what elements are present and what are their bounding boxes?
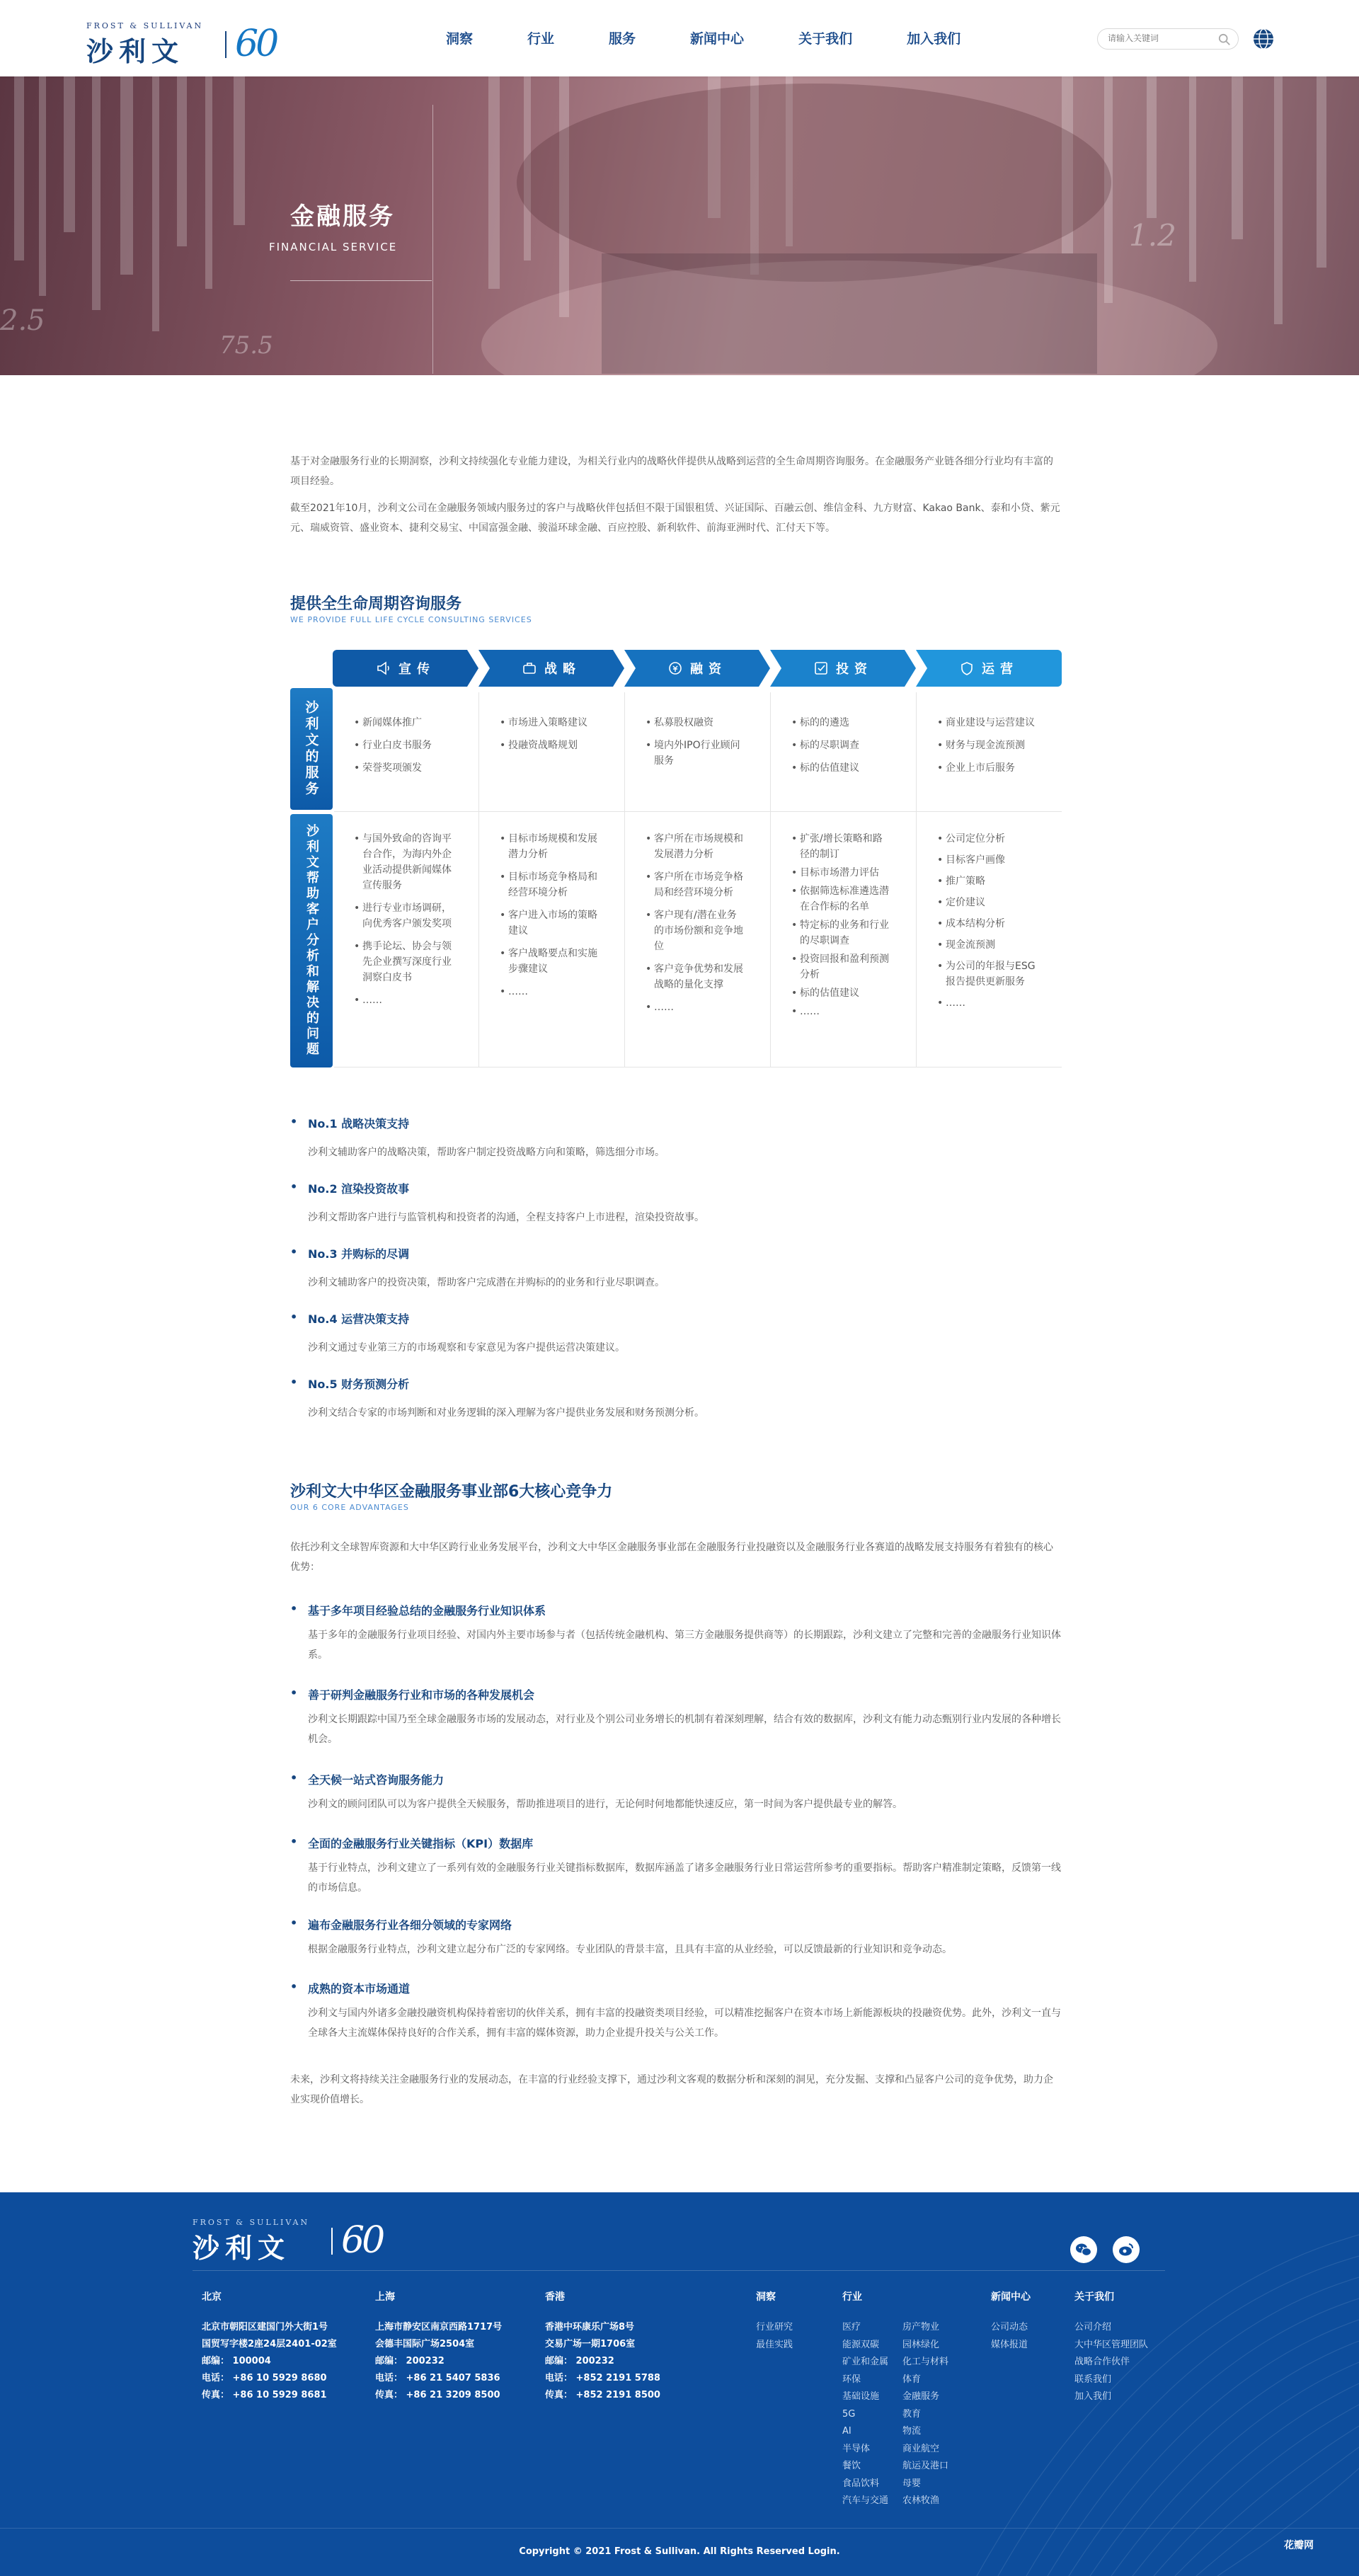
outro-text: 未来，沙利文将持续关注金融服务行业的发展动态，在丰富的行业经验支撑下，通过沙利文客观的数据分析和深刻的洞见，充分发掘、支撑和凸显客户公司的竞争优势，助力企业实现价值增长。 [290,2074,1053,2105]
advantage-desc: 沙利文与国内外诸多金融投融资机构保持着密切的伙伴关系，拥有丰富的投融资类项目经验，可以精准挖掘客户在资本市场上新能源板块的投融资优势。此外，沙利文一直与全球各大主流媒体保持良好的合作关系，拥有丰富的媒体资源，助力企业提升投关与公关工作。 [308,2008,1061,2039]
office-city: 上海 [375,2291,395,2303]
weibo-icon[interactable] [1113,2236,1140,2263]
footer-link[interactable]: 战略合作伙伴 [1074,2357,1130,2367]
office-phone: 电话： +86 10 5929 8680 [202,2373,327,2383]
advantage-desc: 基于行业特点，沙利文建立了一系列有效的金融服务行业关键指标数据库，数据库涵盖了诸多金融服务行业日常运营所参考的重要指标。帮助客户精准制定策略，反馈第一线的市场信息。 [308,1862,1061,1894]
site-logo[interactable] [86,18,292,67]
footer-link[interactable]: 汽车与交通 [842,2495,889,2506]
section-subtitle: OUR 6 CORE ADVANTAGES [290,1503,409,1512]
footer-link[interactable]: 教育 [902,2408,922,2420]
tab-financing[interactable] [624,650,770,687]
office-address-line: 上海市静安区南京西路1717号 [375,2322,503,2332]
advantage-title: • 全天候一站式咨询服务能力 [290,1771,1062,1787]
list-item: • 商业建设与运营建议 [937,715,1055,731]
footer-industry-links [842,2289,966,2510]
list-item [290,1310,1062,1356]
footer-about-links [1074,2289,1148,2406]
banner-deco-number: 75.5 [219,331,273,360]
tab-operation[interactable] [916,650,1062,687]
search-icon[interactable] [1218,33,1231,46]
office-beijing [202,2289,337,2404]
list-item: • 企业上市后服务 [937,760,1055,776]
tab-promotion[interactable] [333,650,478,687]
advantage-title: • 基于多年项目经验总结的金融服务行业知识体系 [290,1602,1062,1618]
list-item: • 推广策略 [937,874,1036,889]
cell-strategy-problems [493,831,606,1007]
logo-60-anniversary: 60 [235,23,277,65]
advantages-heading [290,1479,1062,1512]
intro-section [290,452,1062,538]
list-item: • 新闻媒体推广 [354,715,471,731]
cell-financing-services [638,715,752,776]
footer-link[interactable]: 能源双碳 [842,2339,880,2350]
list-item: • 特定标的业务和行业的尽职调查 [791,917,890,949]
office-address-line: 会德丰国际广场2504室 [375,2339,475,2349]
hero-banner [0,76,1359,375]
nav-industry[interactable]: 行业 [527,31,555,47]
checkbox-icon [813,660,829,676]
footer-link[interactable]: 行业研究 [756,2322,793,2332]
list-item: • 投融资战略规划 [500,738,617,753]
row-label-services: 沙利文的服务 [290,688,333,810]
office-address-line: 香港中环康乐广场8号 [545,2322,635,2332]
lifecycle-heading [290,592,1062,624]
shield-icon [959,660,975,676]
list-item [290,1686,1062,1749]
list-item: • 行业白皮书服务 [354,738,471,753]
footer-link[interactable]: 矿业和金属 [842,2357,889,2367]
office-fax: 传真： +86 21 3209 8500 [375,2390,500,2400]
list-item: • …… [791,1004,890,1019]
support-item-desc: 沙利文结合专家的市场判断和对业务逻辑的深入理解为客户提供业务发展和财务预测分析。 [308,1407,704,1419]
cell-investment-services [784,715,916,783]
advantages-outro [290,2070,1062,2110]
row-divider [334,811,1062,812]
list-item [290,1835,1062,1898]
office-city: 香港 [545,2291,565,2303]
list-item: • 目标市场规模和发展潜力分析 [500,831,599,862]
list-item: • 市场进入策略建议 [500,715,617,731]
footer-col-title: 关于我们 [1074,2291,1114,2303]
intro-paragraph: 基于对金融服务行业的长期洞察，沙利文持续强化专业能力建设，为相关行业内的战略伙伴提供从战略到运营的全生命周期咨询服务。在金融服务产业链各细分行业均有丰富的项目经验。 [290,456,1053,487]
site-header [0,0,1359,76]
col-divider [624,692,625,1067]
footer-link[interactable]: 公司介绍 [1074,2322,1112,2332]
banner-underline [290,280,432,281]
list-item: • …… [354,992,453,1008]
support-item-title: • No.1 战略决策支持 [290,1115,1062,1131]
section-subtitle: WE PROVIDE FULL LIFE CYCLE CONSULTING SERVICES [290,615,532,624]
list-item: • 客户所在市场规模和发展潜力分析 [646,831,745,862]
footer-link[interactable]: 物流 [902,2426,922,2437]
footer-link[interactable]: 体育 [902,2374,922,2385]
list-item: • 进行专业市场调研，向优秀客户颁发奖项 [354,900,453,932]
advantage-title: • 善于研判金融服务行业和市场的各种发展机会 [290,1686,1062,1702]
footer-news-links [991,2289,1031,2354]
megaphone-icon [376,660,391,676]
search-input[interactable] [1108,33,1214,43]
nav-insight[interactable]: 洞察 [446,31,474,47]
list-item: • 投资回报和盈利预测分析 [791,951,890,983]
footer-link[interactable]: 化工与材料 [902,2357,949,2367]
office-address-line: 交易广场一期1706室 [545,2339,636,2349]
list-item: • 扩张/增长策略和路径的制订 [791,831,890,862]
footer-link[interactable]: 联系我们 [1074,2374,1112,2385]
copyright-text: Copyright © 2021 Frost & Sullivan. All Rights Reserved Login. [519,2546,840,2557]
office-fax: 传真： +86 10 5929 8681 [202,2390,327,2400]
list-item: • 财务与现金流预测 [937,738,1055,753]
logo-subtitle: FROST & SULLIVAN [86,21,204,30]
nav-about[interactable]: 关于我们 [798,31,853,47]
list-item: • 为公司的年报与ESG报告提供更新服务 [937,958,1036,990]
list-item: • 成本结构分析 [937,916,1036,932]
lifecycle-table [290,650,1062,1067]
office-postcode: 邮编： 200232 [375,2356,445,2366]
footer-link[interactable]: 最佳实践 [756,2339,793,2350]
cell-investment-problems [784,831,898,1022]
footer-link[interactable]: 餐饮 [842,2461,861,2471]
footer-divider [193,2270,1165,2271]
footer-logo[interactable] [193,2215,398,2264]
cell-promotion-problems [347,831,460,1015]
col-divider [916,692,917,1067]
footer-col-title: 新闻中心 [991,2291,1031,2303]
support-item-desc: 沙利文辅助客户的投资决策，帮助客户完成潜在并购标的的业务和行业尽职调查。 [308,1277,665,1288]
page-title: 金融服务 [290,202,395,231]
footer-link[interactable]: 半导体 [842,2443,871,2454]
advantage-desc: 根据金融服务行业特点，沙利文建立起分布广泛的专家网络。专业团队的背景丰富，且具有丰富的从业经验，可以反馈最新的行业知识和竞争动态。 [308,1944,952,1955]
row-label-problems: 沙利文帮助客户分析和解决的问题 [290,814,333,1067]
cell-financing-problems [638,831,752,1022]
logo-divider [225,31,226,58]
logo-wordmark: 沙利文 [193,2233,291,2264]
tab-label: 融资 [690,662,727,677]
logo-divider [331,2228,333,2255]
advantage-title: • 全面的金融服务行业关键指标（KPI）数据库 [290,1835,1062,1851]
list-item: • 荣誉奖项颁发 [354,760,471,776]
support-item-title: • No.2 渲染投资故事 [290,1180,1062,1196]
tab-investment[interactable] [770,650,916,687]
office-shanghai [375,2289,502,2404]
col-divider [770,692,771,1067]
footer-link[interactable]: 园林绿化 [902,2339,940,2350]
list-item: • 标的的遴选 [791,715,909,731]
tab-label: 战略 [544,662,581,677]
page-subtitle: FINANCIAL SERVICE [269,241,398,253]
site-footer [0,2192,1359,2576]
office-address-line: 北京市朝阳区建国门外大街1号 [202,2322,328,2332]
cell-promotion-services [347,715,478,783]
list-item: • 境内外IPO行业顾问服务 [646,738,745,769]
footer-link[interactable]: 农林牧渔 [902,2495,940,2506]
list-item: • 公司定位分析 [937,831,1036,847]
advantage-title: • 成熟的资本市场通道 [290,1980,1062,1996]
coin-icon [667,660,683,676]
footer-link[interactable]: 医疗 [842,2322,861,2332]
office-city: 北京 [202,2291,222,2303]
office-fax: 传真： +852 2191 8500 [545,2390,660,2400]
banner-deco-number: 1.2 [1129,218,1176,253]
footer-link[interactable]: 母婴 [902,2478,922,2489]
wechat-icon[interactable] [1070,2236,1097,2263]
list-item [290,1115,1062,1161]
footer-link[interactable]: 大中华区管理团队 [1074,2339,1149,2350]
support-item-desc: 沙利文帮助客户进行与监管机构和投资者的沟通，全程支持客户上市进程，渲染投资故事。 [308,1212,704,1223]
list-item [290,1771,1062,1814]
list-item: • 定价建议 [937,895,1036,910]
cell-strategy-services [493,715,624,760]
logo-wordmark: 沙利文 [86,36,185,67]
section-title: 提供全生命周期咨询服务 [290,595,462,613]
advantage-desc: 沙利文的顾问团队可以为客户提供全天候服务，帮助推进项目的进行，无论何时何地都能快速反应，第一时间为客户提供最专业的解答。 [308,1799,902,1810]
list-item: • 携手论坛、协会与领先企业撰写深度行业洞察白皮书 [354,939,453,985]
advantage-title: • 遍布金融服务行业各细分领域的专家网络 [290,1916,1062,1933]
col-divider [478,692,479,1067]
office-postcode: 邮编： 100004 [202,2356,271,2366]
support-item-desc: 沙利文辅助客户的战略决策，帮助客户制定投资战略方向和策略，筛选细分市场。 [308,1147,665,1158]
advantages-intro-text: 依托沙利文全球智库资源和大中华区跨行业业务发展平台，沙利文大中华区金融服务事业部在金融服务行业投融资以及金融服务行业各赛道的战略发展支持服务有着独有的核心优势： [290,1542,1053,1573]
list-item [290,1180,1062,1226]
list-item: • …… [646,1000,745,1015]
list-item [290,1916,1062,1959]
list-item: • 客户所在市场竞争格局和经营环境分析 [646,869,745,900]
advantage-desc: 基于多年的金融服务行业项目经验、对国内外主要市场参与者（包括传统金融机构、第三方金融服务提供商等）的长期跟踪，沙利文建立了完整和完善的金融服务行业知识体系。 [308,1630,1061,1661]
footer-link[interactable]: AI [842,2426,851,2437]
footer-link[interactable]: 公司动态 [991,2322,1028,2332]
list-item: • 目标市场潜力评估 [791,865,890,881]
footer-link[interactable]: 食品饮料 [842,2478,880,2489]
section-title: 沙利文大中华区金融服务事业部6大核心竞争力 [290,1483,613,1501]
advantages-intro [290,1538,1062,1577]
list-item [290,1602,1062,1665]
list-item: • 客户战略要点和实施步骤建议 [500,946,599,977]
list-item: • …… [937,995,1036,1011]
list-item [290,1375,1062,1421]
tab-strategy[interactable] [478,650,624,687]
list-item: • 目标客户画像 [937,852,1036,868]
search-box [1097,28,1239,50]
list-item: • 标的估值建议 [791,760,909,776]
list-item [290,1245,1062,1291]
main-nav [446,28,1015,47]
banner-deco-number: 2.5 [0,304,45,337]
office-phone: 电话： +852 2191 5788 [545,2373,660,2383]
watermark: 花瓣网 [1284,2540,1314,2551]
cell-operation-services [930,715,1062,783]
tab-label: 宣传 [398,662,435,677]
footer-link[interactable]: 航运及港口 [902,2461,949,2471]
footer-col-title: 行业 [842,2291,862,2303]
list-item: • 现金流预测 [937,937,1036,953]
list-item: • 标的估值建议 [791,985,890,1001]
support-item-title: • No.3 并购标的尽调 [290,1245,1062,1261]
list-item: • 标的尽职调查 [791,738,909,753]
language-globe-icon[interactable] [1251,27,1275,51]
office-address-line: 国贸写字楼2座24层2401-02室 [202,2339,337,2349]
list-item: • …… [500,984,599,1000]
lifecycle-tabs [333,650,1062,687]
advantage-desc: 沙利文长期跟踪中国乃至全球金融服务市场的发展动态，对行业及个别公司业务增长的机制有着深刻理解，结合有效的数据库，沙利文有能力动态甄别行业内发展的各种增长机会。 [308,1714,1061,1745]
list-item: • 目标市场竞争格局和经营环境分析 [500,869,599,900]
tab-label: 投资 [836,662,873,677]
footer-col-title: 洞察 [756,2291,776,2303]
footer-link[interactable]: 基础设施 [842,2391,880,2402]
footer-link[interactable]: 商业航空 [902,2443,940,2454]
office-phone: 电话： +86 21 5407 5836 [375,2373,500,2383]
logo-subtitle: FROST & SULLIVAN [193,2218,310,2227]
banner-divider-line [432,105,433,374]
list-item: • 客户竞争优势和发展战略的量化支撑 [646,961,745,992]
footer-link[interactable]: 加入我们 [1074,2391,1112,2402]
footer-insight-links [756,2289,793,2354]
list-item: • 客户进入市场的策略建议 [500,908,599,939]
list-item: • 依据筛选标准遴选潜在合作标的名单 [791,883,890,915]
footer-link[interactable]: 环保 [842,2374,861,2385]
briefcase-icon [522,660,537,676]
list-item: • 客户现有/潜在业务的市场份额和竞争地位 [646,908,745,954]
footer-link[interactable]: 金融服务 [902,2391,940,2402]
cell-operation-problems [930,831,1043,1017]
nav-service[interactable]: 服务 [609,31,636,47]
nav-join[interactable]: 加入我们 [907,31,961,47]
support-item-title: • No.5 财务预测分析 [290,1375,1062,1392]
footer-link[interactable]: 房产物业 [902,2322,940,2332]
list-item: • 与国外致命的咨询平台合作，为海内外企业活动提供新闻媒体宣传服务 [354,831,453,893]
intro-clients-paragraph: 截至2021年10月，沙利文公司在金融服务领域内服务过的客户与战略伙伴包括但不限于国银租赁、兴证国际、百融云创、维信金科、九方财富、Kakao Bank、泰和小贷、紫元元、瑞威资管、盛业资本、捷利交易宝、中国富强金融、骏溢环球金融、百应控股、新利软件、前海亚洲时代、汇付天下等。 [290,503,1060,534]
support-item-desc: 沙利文通过专业第三方的市场观察和专家意见为客户提供运营决策建议。 [308,1342,625,1353]
footer-bottom-divider [0,2528,1359,2529]
logo-60-anniversary: 60 [341,2219,383,2262]
office-hongkong [545,2289,660,2404]
list-item: • 私募股权融资 [646,715,745,731]
footer-link[interactable]: 5G [842,2408,856,2420]
support-item-title: • No.4 运营决策支持 [290,1310,1062,1327]
nav-news[interactable]: 新闻中心 [690,31,745,47]
footer-link[interactable]: 媒体报道 [991,2339,1028,2350]
office-postcode: 邮编： 200232 [545,2356,614,2366]
tab-label: 运营 [982,662,1019,677]
list-item [290,1980,1062,2043]
